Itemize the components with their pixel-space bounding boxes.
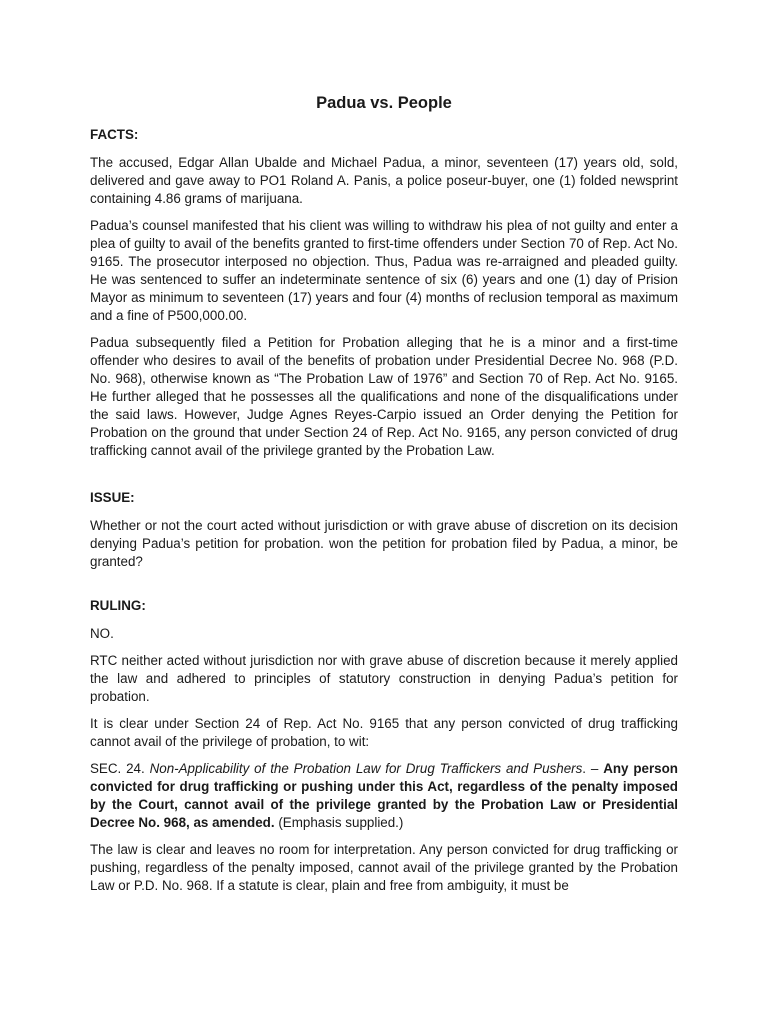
- section-gap: [90, 469, 678, 489]
- ruling-paragraph-2: It is clear under Section 24 of Rep. Act No. 9165 that any person convicted of drug trafficking cannot avail of the privilege of probation, to wit:: [90, 716, 678, 749]
- facts-paragraph-2: Padua’s counsel manifested that his client was willing to withdraw his plea of not guilty and enter a plea of guilty to avail of the benefits granted to first-time offenders under Section 70 of Rep. Act No. 9165. The prosecutor interposed no objection. Thus, Padua was re-arraigned and pleaded guilty. He was sentenced to suffer an indeterminate sentence of six (6) years and one (1) day of Prision Mayor as minimum to seventeen (17) years and four (4) months of reclusion temporal as maximum and a fine of P500,000.00.: [90, 218, 678, 323]
- section-gap: [90, 580, 678, 597]
- ruling-heading: RULING:: [90, 598, 146, 613]
- document-page: [90, 92, 678, 904]
- facts-paragraph-1: The accused, Edgar Allan Ubalde and Michael Padua, a minor, seventeen (17) years old, sold, delivered and gave away to PO1 Roland A. Panis, a police poseur-buyer, one (1) folded newsprint containing 4.86 grams of marijuana.: [90, 155, 678, 206]
- ruling-answer: NO.: [90, 626, 114, 641]
- facts-heading: FACTS:: [90, 127, 139, 142]
- quote-dash: . –: [582, 761, 599, 776]
- statute-quote: [90, 760, 678, 832]
- ruling-closing-paragraph: The law is clear and leaves no room for interpretation. Any person convicted for drug trafficking or pushing, regardless of the penalty imposed, cannot avail of the privilege granted by the Probation Law or P.D. No. 968. If a statute is clear, plain and free from ambiguity, it must be: [90, 842, 678, 893]
- quote-note: (Emphasis supplied.): [278, 815, 404, 830]
- issue-paragraph: Whether or not the court acted without jurisdiction or with grave abuse of discretion on its decision denying Padua’s petition for probation. won the petition for probation filed by Padua, a minor, be granted?: [90, 518, 678, 569]
- issue-heading: ISSUE:: [90, 490, 135, 505]
- ruling-paragraph-1: RTC neither acted without jurisdiction nor with grave abuse of discretion because it merely applied the law and adhered to principles of statutory construction in denying Padua’s petition for probation.: [90, 653, 678, 704]
- quote-section-title: Non-Applicability of the Probation Law for Drug Traffickers and Pushers: [149, 761, 583, 776]
- quote-section-number: SEC. 24.: [90, 761, 145, 776]
- document-title: Padua vs. People: [316, 94, 452, 112]
- quote-bold-text: Any person convicted for drug trafficking or pushing under this Act, regardless of the penalty imposed by the Court, cannot avail of the privilege granted by the Probation Law or Presidential Decree No. 968, as amended.: [90, 761, 678, 830]
- facts-paragraph-3: Padua subsequently filed a Petition for Probation alleging that he is a minor and a first-time offender who desires to avail of the benefits of probation under Presidential Decree No. 968 (P.D. No. 968), otherwise known as “The Probation Law of 1976” and Section 70 of Rep. Act No. 9165. He further alleged that he possesses all the qualifications and none of the disqualifications under the said laws. However, Judge Agnes Reyes-Carpio issued an Order denying the Petition for Probation on the ground that under Section 24 of Rep. Act No. 9165, any person convicted of drug trafficking cannot avail of the privilege granted by the Probation Law.: [90, 335, 678, 458]
